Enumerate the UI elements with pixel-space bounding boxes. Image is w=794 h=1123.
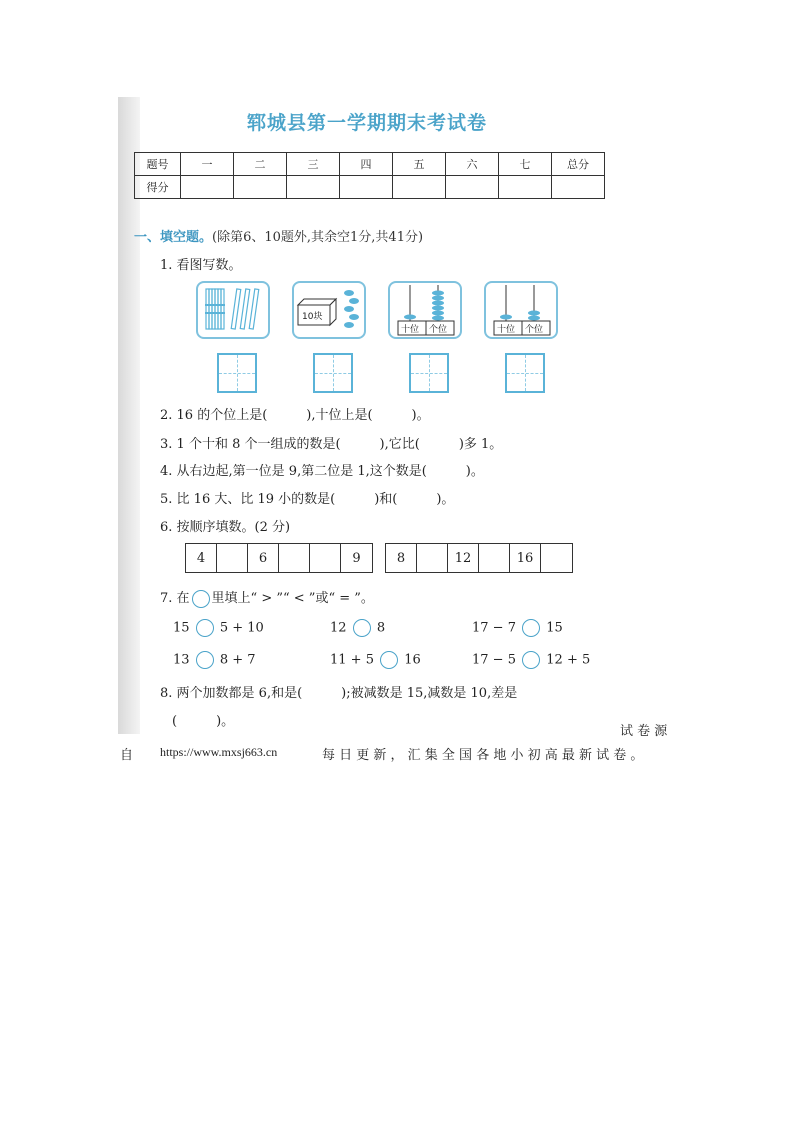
section-title: 一、填空题。: [134, 230, 213, 245]
comparison-item: [472, 651, 590, 669]
abacus-tens-label: 十位: [497, 325, 516, 335]
question-8-line-1: 8. 两个加数都是 6,和是( );被减数是 15,减数是 10,差是: [160, 686, 518, 701]
abacus-picture-2: [484, 281, 558, 339]
footer-text-prefix: 自: [120, 748, 134, 763]
score-input-cell[interactable]: [499, 176, 552, 199]
abacus-picture-1: [388, 281, 462, 339]
comparison-circle[interactable]: [353, 619, 371, 637]
sequence-cell: 16: [510, 544, 541, 572]
comparison-left: 12: [330, 620, 347, 636]
question-2: 2. 16 的个位上是( ),十位上是( )。: [160, 408, 430, 423]
q7-text-b: 里填上“ > ”“ < ”或“ = ”。: [211, 591, 374, 606]
footer-text-suffix: 每 日 更 新 ， 汇 集 全 国 各 地 小 初 高 最 新 试 卷 。: [322, 748, 644, 763]
score-header-cell: 七: [499, 153, 552, 176]
abacus-tens-label: 十位: [401, 325, 420, 335]
abacus-icon: [486, 283, 556, 337]
question-6: 6. 按顺序填数。(2 分): [160, 520, 291, 535]
score-header-cell: 六: [446, 153, 499, 176]
sequence-blank[interactable]: [279, 544, 310, 572]
score-input-cell[interactable]: [181, 176, 234, 199]
section-heading: [134, 226, 423, 245]
score-input-cell[interactable]: [287, 176, 340, 199]
score-input-cell[interactable]: [393, 176, 446, 199]
footer-url-link[interactable]: https://www.mxsj663.cn: [160, 745, 278, 759]
abacus-ones-label: 个位: [525, 325, 544, 335]
sequence-row-2: [385, 543, 573, 573]
question-7: [160, 587, 374, 608]
score-header-cell: 五: [393, 153, 446, 176]
comparison-right: 8: [376, 620, 386, 636]
score-input-cell[interactable]: [446, 176, 499, 199]
comparison-right: 5 + 10: [219, 620, 264, 636]
answer-box[interactable]: [409, 353, 449, 393]
score-table: [134, 152, 605, 199]
sequence-cell: 4: [186, 544, 217, 572]
comparison-item: [330, 651, 421, 669]
sequence-cell: 8: [386, 544, 417, 572]
question-3: 3. 1 个十和 8 个一组成的数是( ),它比( )多 1。: [160, 437, 503, 452]
sticks-icon: [198, 283, 268, 337]
sequence-cell: 6: [248, 544, 279, 572]
comparison-right: 15: [546, 620, 563, 636]
comparison-left: 13: [173, 652, 190, 668]
footer-source-text: 试 卷 源: [620, 724, 668, 739]
score-header-cell: 题号: [135, 153, 181, 176]
sticks-bundle-picture: [196, 281, 270, 339]
comparison-circle[interactable]: [196, 619, 214, 637]
score-input-cell[interactable]: [340, 176, 393, 199]
score-header-cell: 四: [340, 153, 393, 176]
answer-box[interactable]: [505, 353, 545, 393]
block-label: 10块: [302, 312, 323, 322]
score-table-header-row: [135, 153, 605, 176]
question-5: 5. 比 16 大、比 19 小的数是( )和( )。: [160, 492, 455, 507]
score-header-cell: 三: [287, 153, 340, 176]
section-note: (除第6、10题外,其余空1分,共41分): [212, 230, 424, 245]
comparison-circle[interactable]: [522, 651, 540, 669]
sequence-blank[interactable]: [310, 544, 341, 572]
answer-box[interactable]: [313, 353, 353, 393]
score-header-cell: 一: [181, 153, 234, 176]
question-8-line-2: ( )。: [172, 714, 235, 729]
comparison-right: 8 + 7: [219, 652, 256, 668]
score-header-cell: 二: [234, 153, 287, 176]
q7-text-a: 7. 在: [160, 591, 190, 606]
comparison-item: [173, 651, 256, 669]
sequence-blank[interactable]: [417, 544, 448, 572]
comparison-left: 15: [173, 620, 190, 636]
comparison-left: 17 − 7: [472, 620, 516, 636]
comparison-circle[interactable]: [196, 651, 214, 669]
sequence-cell: 12: [448, 544, 479, 572]
comparison-left: 17 − 5: [472, 652, 516, 668]
sequence-cell: 9: [352, 550, 361, 566]
abacus-icon: [390, 283, 460, 337]
score-row-label: 得分: [135, 176, 181, 199]
answer-box[interactable]: [217, 353, 257, 393]
block-icon: [294, 283, 364, 337]
comparison-right: 12 + 5: [546, 652, 591, 668]
question-4: 4. 从右边起,第一位是 9,第二位是 1,这个数是( )。: [160, 464, 484, 479]
circle-icon: [192, 590, 210, 608]
sequence-blank[interactable]: [217, 544, 248, 572]
comparison-left: 11 + 5: [330, 652, 374, 668]
sequence-row-1: [185, 543, 373, 573]
score-input-cell[interactable]: [552, 176, 605, 199]
comparison-circle[interactable]: [380, 651, 398, 669]
comparison-item: [472, 619, 563, 637]
score-table-score-row: [135, 176, 605, 199]
score-input-cell[interactable]: [234, 176, 287, 199]
sequence-blank[interactable]: [541, 544, 572, 572]
abacus-ones-label: 个位: [429, 325, 448, 335]
block-candies-picture: [292, 281, 366, 339]
comparison-item: [173, 619, 264, 637]
score-header-cell: 总分: [552, 153, 605, 176]
page-title: 郓城县第一学期期末考试卷: [246, 112, 487, 134]
sequence-blank[interactable]: [479, 544, 510, 572]
comparison-circle[interactable]: [522, 619, 540, 637]
comparison-right: 16: [404, 652, 421, 668]
question-1: 1. 看图写数。: [160, 258, 242, 273]
comparison-item: [330, 619, 385, 637]
